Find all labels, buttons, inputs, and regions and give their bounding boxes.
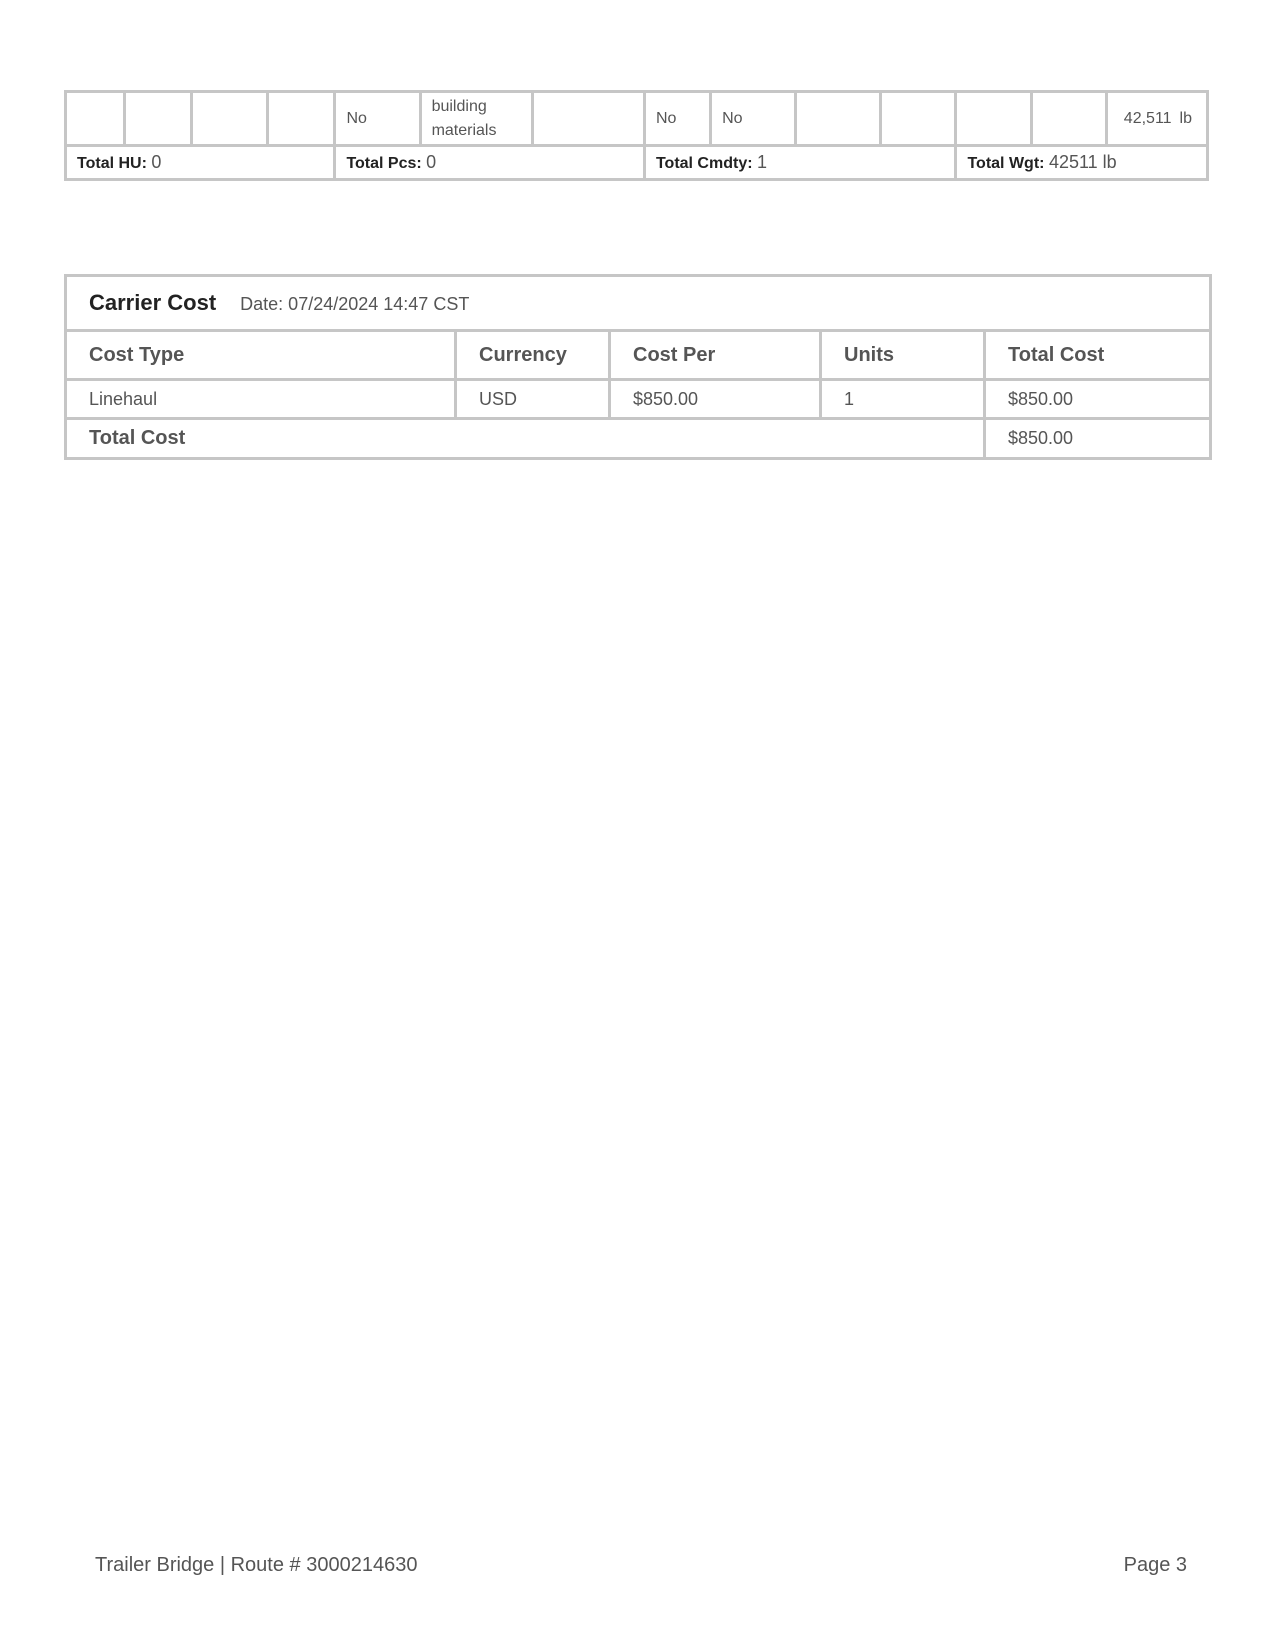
units-cell: 1	[821, 380, 985, 419]
carrier-cost-title-cell	[66, 276, 1211, 331]
total-pcs-value: 0	[426, 152, 437, 172]
commodity-description: building materials	[420, 92, 532, 146]
carrier-cost-table	[64, 274, 1212, 460]
commodity-cell	[66, 92, 125, 146]
commodity-row	[66, 92, 1208, 146]
commodity-cell: No	[711, 92, 796, 146]
commodity-cell	[192, 92, 268, 146]
commodity-table	[64, 90, 1209, 181]
carrier-cost-title: Carrier Cost	[89, 290, 217, 315]
total-cmdty-label: Total Cmdty:	[655, 155, 753, 172]
carrier-cost-date: Date: 07/24/2024 14:47 CST	[240, 294, 470, 314]
commodity-cell: No	[644, 92, 710, 146]
header-currency: Currency	[456, 331, 610, 380]
commodity-cell	[125, 92, 192, 146]
commodity-cell	[796, 92, 881, 146]
weight-unit: lb	[1179, 109, 1192, 127]
total-wgt-value: 42511 lb	[1048, 152, 1117, 172]
totals-row	[66, 146, 1208, 180]
total-wgt-label: Total Wgt:	[967, 155, 1045, 172]
commodity-cell	[1031, 92, 1106, 146]
commodity-cell: No	[335, 92, 420, 146]
currency-cell: USD	[456, 380, 610, 419]
commodity-cell	[532, 92, 644, 146]
cost-per-cell: $850.00	[610, 380, 821, 419]
total-pcs	[335, 146, 645, 180]
table-row	[66, 380, 1211, 419]
commodity-cell	[881, 92, 956, 146]
footer-route: Trailer Bridge | Route # 3000214630	[95, 1554, 418, 1576]
total-cmdty-value: 1	[757, 152, 768, 172]
weight-value: 42,511	[1123, 109, 1172, 127]
header-cost-per: Cost Per	[610, 331, 821, 380]
header-total-cost: Total Cost	[985, 331, 1211, 380]
footer-page-number: Page 3	[1123, 1554, 1187, 1576]
total-hu	[66, 146, 335, 180]
commodity-cell	[268, 92, 335, 146]
carrier-cost-title-row	[66, 276, 1211, 331]
header-cost-type: Cost Type	[66, 331, 456, 380]
total-cost-label: Total Cost	[66, 419, 985, 459]
total-cost-cell: $850.00	[985, 380, 1211, 419]
header-units: Units	[821, 331, 985, 380]
total-hu-label: Total HU:	[77, 155, 147, 172]
carrier-cost-total-row	[66, 419, 1211, 459]
commodity-weight	[1106, 92, 1207, 146]
total-wgt	[956, 146, 1208, 180]
cost-type-cell: Linehaul	[66, 380, 456, 419]
total-pcs-label: Total Pcs:	[346, 155, 422, 172]
total-cmdty	[644, 146, 956, 180]
total-cost-value: $850.00	[985, 419, 1211, 459]
commodity-cell	[956, 92, 1031, 146]
carrier-cost-header-row	[66, 331, 1211, 380]
total-hu-value: 0	[151, 152, 162, 172]
